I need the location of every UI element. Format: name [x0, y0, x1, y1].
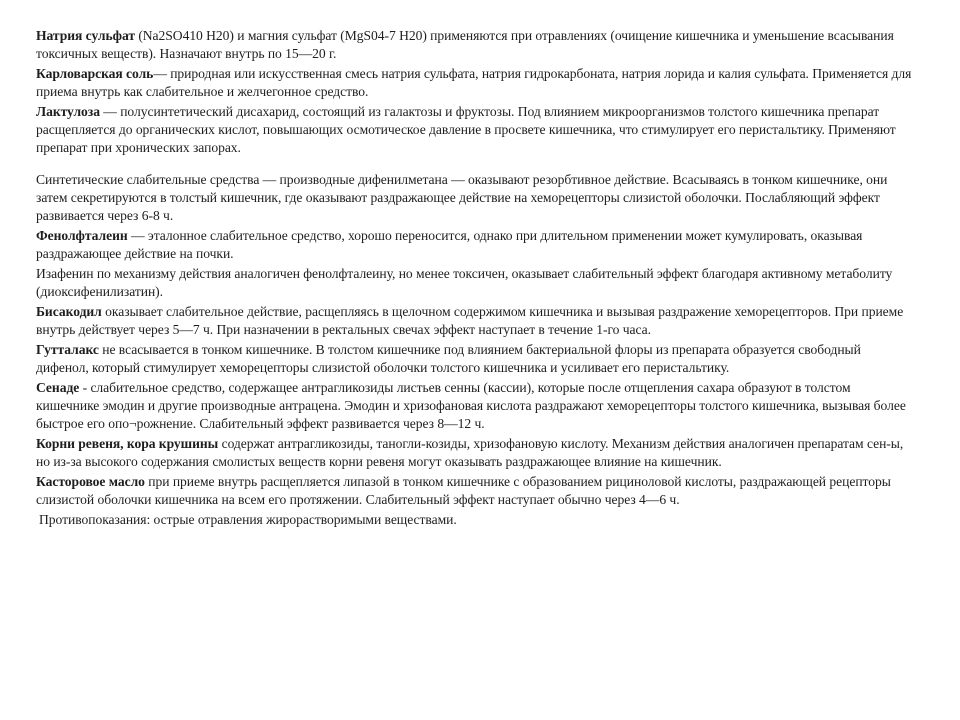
- paragraph-castor-oil: [36, 473, 916, 509]
- term-sodium-sulfate: Натрия сульфат: [36, 28, 135, 43]
- term-bisacodyl: Бисакодил: [36, 304, 102, 319]
- paragraph-contraindications: [36, 511, 916, 529]
- paragraph-bisacodyl: [36, 303, 916, 339]
- paragraph-text: содержат антрагликозиды, таногли-козиды, хризофановую кислоту. Механизм действия аналогичен препаратам сен-ы, но из-за высокого содержания смолистых веществ корни ревеня могут оказывать раздражающее влияние на кишечник.: [36, 436, 904, 469]
- document-body: [36, 27, 916, 531]
- paragraph-rhubarb-buckthorn: [36, 435, 916, 471]
- paragraph-isaphenin: [36, 265, 916, 301]
- paragraph-phenolphthalein: [36, 227, 916, 263]
- paragraph-text: Противопоказания: острые отравления жирорастворимыми веществами.: [39, 512, 457, 527]
- paragraph-karlovy-vary-salt: [36, 65, 916, 101]
- paragraph-text: — природная или искусственная смесь натрия сульфата, натрия гидрокарбоната, натрия лорида и калия сульфата. Применяется для приема внутрь как слабительное и желчегонное средство.: [36, 66, 912, 99]
- term-senade: Сенаде: [36, 380, 80, 395]
- paragraph-text: - слабительное средство, содержащее антрагликозиды листьев сенны (кассии), которые после отщепления сахара образуют в толстом кишечнике эмодин и другие производные антрацена. Эмодин и хризофановая кислота раздражают хеморецепторы толстого кишечника, вызывая более быстрое его опо¬рожнение. Слабительный эффект развивается через 8—12 ч.: [36, 380, 906, 431]
- paragraph-text: — полусинтетический дисахарид, состоящий из галактозы и фруктозы. Под влиянием микроорганизмов толстого кишечника препарат расщепляется до органических кислот, повышающих осмотическое давление в просвете кишечника, что стимулирует его перистальтику. Применяют препарат при хронических запорах.: [36, 104, 896, 155]
- paragraph-synthetic-laxatives: [36, 171, 916, 225]
- paragraph-lactulose: [36, 103, 916, 157]
- paragraph-text: Синтетические слабительные средства — производные дифенилметана — оказывают резорбтивное действие. Всасываясь в тонком кишечнике, они затем секретируются в толстый кишечник, где оказывают раздражающее действие на хеморецепторы слизистой оболочки. Послабляющий эффект развивается через 6-8 ч.: [36, 172, 888, 223]
- paragraph-senade: [36, 379, 916, 433]
- paragraph-text: (Na2SO410 H20) и магния сульфат (MgS04-7 H20) применяются при отравлениях (очищение кишечника и уменьшение всасывания токсичных веществ). Назначают внутрь по 15—20 г.: [36, 28, 894, 61]
- paragraph-text: Изафенин по механизму действия аналогичен фенолфталеину, но менее токсичен, оказывает слабительный эффект благодаря активному метаболиту (диоксифенилизатин).: [36, 266, 893, 299]
- term-guttalax: Гутталакс: [36, 342, 99, 357]
- paragraph-sodium-sulfate: [36, 27, 916, 63]
- term-rhubarb-buckthorn: Корни ревеня, кора крушины: [36, 436, 219, 451]
- term-castor-oil: Касторовое масло: [36, 474, 145, 489]
- paragraph-text: при приеме внутрь расщепляется липазой в тонком кишечнике с образованием рициноловой кислоты, раздражающей рецепторы слизистой оболочки кишечника на всем его протяжении. Слабительный эффект наступает обычно через 4—6 ч.: [36, 474, 891, 507]
- paragraph-text: не всасывается в тонком кишечнике. В толстом кишечнике под влиянием бактериальной флоры из препарата образуется свободный дифенол, который стимулирует хеморецепторы слизистой оболочки толстого кишечника и усиливает его перистальтику.: [36, 342, 861, 375]
- paragraph-text: — эталонное слабительное средство, хорошо переносится, однако при длительном применении может кумулировать, оказывая раздражающее действие на почки.: [36, 228, 863, 261]
- paragraph-guttalax: [36, 341, 916, 377]
- term-lactulose: Лактулоза: [36, 104, 100, 119]
- term-phenolphthalein: Фенолфталеин: [36, 228, 128, 243]
- term-karlovy-vary-salt: Карловарская соль: [36, 66, 154, 81]
- paragraph-text: оказывает слабительное действие, расщепляясь в щелочном содержимом кишечника и вызывая раздражение хеморецепторов. При приеме внутрь действует через 5—7 ч. При назначении в ректальных свечах эффект наступает в течение 1-го часа.: [36, 304, 904, 337]
